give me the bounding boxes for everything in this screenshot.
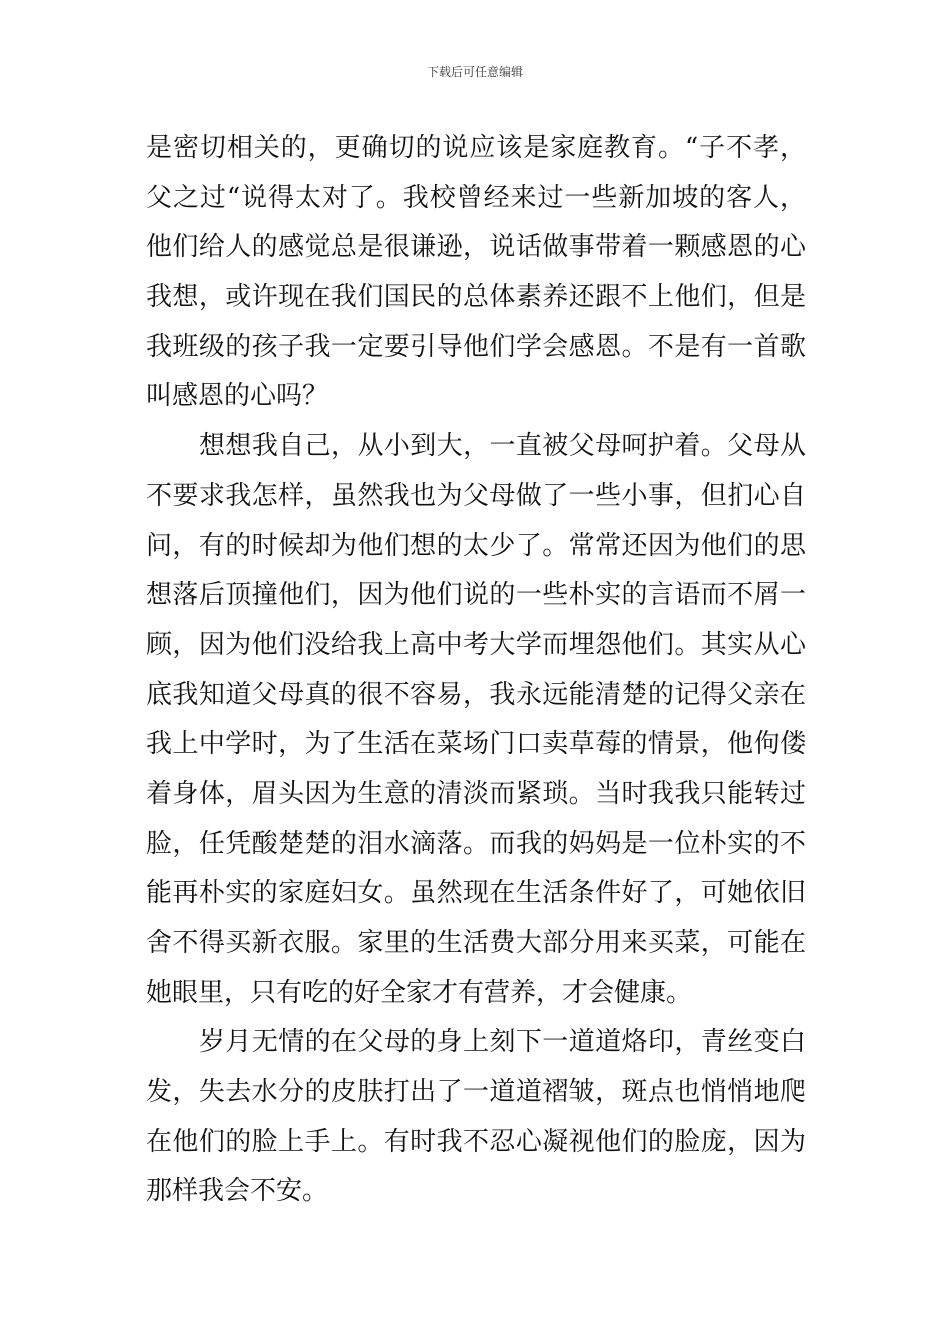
- text-line: 她眼里，只有吃的好全家才有营养，才会健康。: [146, 977, 693, 1008]
- text-line: 岁月无情的在父母的身上刻下一道道烙印，青丝变白: [199, 1027, 806, 1058]
- text-line: 父之过“说得太对了。我校曾经来过一些新加坡的客人，: [146, 182, 806, 213]
- text-line: 问，有的时候却为他们想的太少了。常常还因为他们的思: [146, 530, 806, 561]
- text-line: 我上中学时，为了生活在菜场门口卖草莓的情景，他佝偻: [146, 729, 806, 760]
- text-line: 脸，任凭酸楚楚的泪水滴落。而我的妈妈是一位朴实的不: [146, 828, 806, 859]
- text-line: 我想，或许现在我们国民的总体素养还跟不上他们，但是: [146, 282, 806, 313]
- document-body: [146, 124, 806, 1217]
- text-line: 顾，因为他们没给我上高中考大学而埋怨他们。其实从心: [146, 629, 806, 660]
- text-line: 那样我会不安。: [146, 1176, 329, 1207]
- text-line: 我班级的孩子我一定要引导他们学会感恩。不是有一首歌: [146, 331, 806, 362]
- page-header: [0, 64, 950, 80]
- header-caption: 下载后可任意编辑: [426, 65, 523, 79]
- text-line: 想想我自己，从小到大，一直被父母呵护着。父母从: [199, 431, 806, 462]
- text-line: 舍不得买新衣服。家里的生活费大部分用来买菜，可能在: [146, 928, 806, 958]
- text-line: 在他们的脸上手上。有时我不忍心凝视他们的脸庞，因为: [146, 1126, 806, 1157]
- text-line: 不要求我怎样，虽然我也为父母做了一些小事，但扪心自: [146, 480, 806, 511]
- text-line: 着身体，眉头因为生意的清淡而紧琐。当时我我只能转过: [146, 778, 806, 809]
- text-line: 他们给人的感觉总是很谦逊，说话做事带着一颗感恩的心: [146, 232, 806, 263]
- text-line: 想落后顶撞他们，因为他们说的一些朴实的言语而不屑一: [146, 580, 806, 611]
- text-line: 能再朴实的家庭妇女。虽然现在生活条件好了，可她依旧: [146, 878, 806, 909]
- text-line: 发，失去水分的皮肤打出了一道道褶皱，斑点也悄悄地爬: [146, 1077, 806, 1108]
- text-line: 是密切相关的，更确切的说应该是家庭教育。“子不孝，: [146, 133, 806, 163]
- text-line: 底我知道父母真的很不容易，我永远能清楚的记得父亲在: [146, 679, 806, 710]
- text-line: 叫感恩的心吗？: [146, 381, 329, 412]
